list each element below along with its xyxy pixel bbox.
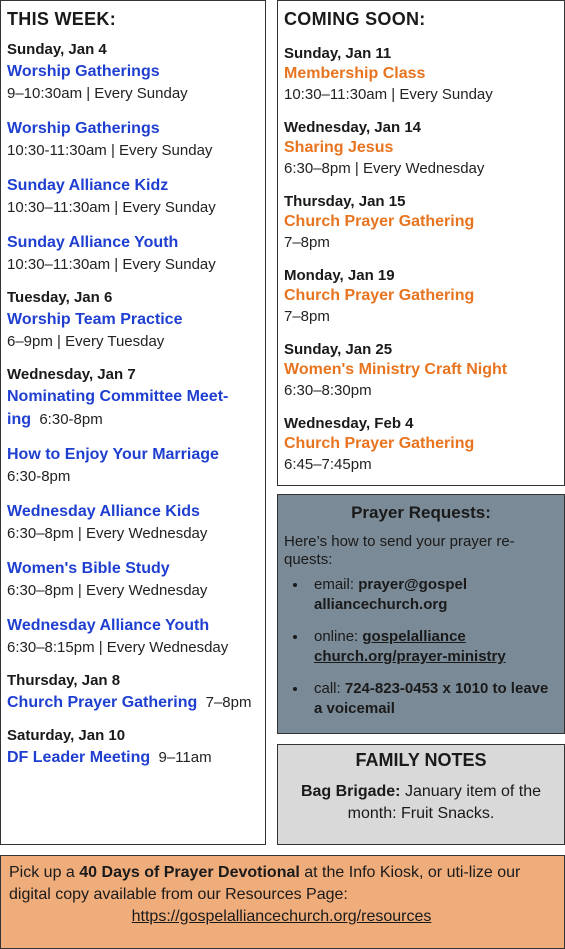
event-title: Worship Gatherings <box>7 63 160 80</box>
coming-soon-panel <box>277 0 565 486</box>
event-title: Church Prayer Gathering <box>7 694 198 711</box>
bag-brigade-detail: January item of the month: Fruit Snacks. <box>347 783 542 822</box>
event-title: Women's Bible Study <box>7 560 170 577</box>
event-title: How to Enjoy Your Marriage <box>7 446 219 463</box>
footer-pre: Pick up a <box>9 864 75 881</box>
event-time: 9–11am <box>158 749 212 766</box>
event-item <box>7 726 259 769</box>
event-time: 6:30-8pm <box>7 468 71 485</box>
prayer-title: Prayer Requests: <box>351 503 491 522</box>
event-time: 7–8pm <box>284 308 330 325</box>
event-item <box>7 671 259 714</box>
email-address[interactable]: prayer@gospel alliancechurch.org <box>314 576 468 613</box>
event-day: Wednesday, Jan 14 <box>284 119 422 136</box>
event-time: 6:30–8pm | Every Wednesday <box>7 582 208 599</box>
devotional-name: 40 Days of Prayer Devotional <box>79 864 300 881</box>
event-title: Women's Ministry Craft Night <box>284 361 508 378</box>
event-time: 10:30–11:30am | Every Sunday <box>284 86 493 103</box>
bag-brigade-label: Bag Brigade: <box>300 783 401 800</box>
event-title: Sharing Jesus <box>284 139 394 156</box>
event-time: 7–8pm <box>284 234 330 251</box>
event-item <box>284 414 558 476</box>
event-item <box>7 500 259 545</box>
event-item <box>284 44 558 106</box>
event-day: Thursday, Jan 8 <box>7 672 121 689</box>
event-time: 6:30–8pm | Every Wednesday <box>284 160 485 177</box>
this-week-header: THIS WEEK: <box>7 9 116 29</box>
event-item <box>284 118 558 180</box>
resources-link[interactable]: https://gospelalliancechurch.org/resources <box>131 908 432 925</box>
event-item <box>7 365 259 431</box>
event-time: 6:30–8:30pm <box>284 382 372 399</box>
event-title: Sunday Alliance Youth <box>7 234 179 251</box>
event-time: 6:30–8pm | Every Wednesday <box>7 525 208 542</box>
coming-soon-header: COMING SOON: <box>284 9 426 29</box>
devotional-footer <box>0 855 565 949</box>
event-item <box>7 174 259 219</box>
this-week-panel <box>0 0 266 845</box>
footer-post: at the Info Kiosk, or uti-lize our digital copy available from our Resources Page: <box>9 864 521 903</box>
event-day: Monday, Jan 19 <box>284 267 395 284</box>
event-title: Nominating Committee Meet-ing <box>7 388 229 428</box>
event-title: Worship Team Practice <box>7 311 183 328</box>
prayer-contact-list <box>284 575 558 719</box>
event-title: Church Prayer Gathering <box>284 213 475 230</box>
family-notes-panel <box>277 744 565 845</box>
prayer-intro: Here’s how to send your prayer re-quests: <box>284 533 515 568</box>
phone-number: 724-823-0453 x 1010 to leave a voicemail <box>314 680 549 717</box>
event-time: 7–8pm <box>205 694 252 711</box>
event-day: Thursday, Jan 15 <box>284 193 406 210</box>
event-time: 10:30–11:30am | Every Sunday <box>7 256 216 273</box>
event-time: 10:30–11:30am | Every Sunday <box>7 199 216 216</box>
prayer-requests-panel <box>277 494 565 734</box>
event-item <box>284 340 558 402</box>
event-item <box>7 557 259 602</box>
event-item <box>284 192 558 254</box>
prayer-ministry-link[interactable]: gospelalliance church.org/prayer-ministry <box>314 628 506 665</box>
event-item <box>7 614 259 659</box>
event-title-and-time <box>7 691 259 714</box>
event-title: Worship Gatherings <box>7 120 160 137</box>
online-label: online: <box>314 628 359 645</box>
event-day: Sunday, Jan 11 <box>284 45 392 62</box>
event-item <box>284 266 558 328</box>
event-title: Church Prayer Gathering <box>284 435 475 452</box>
event-time: 9–10:30am | Every Sunday <box>7 85 188 102</box>
event-item <box>7 40 259 105</box>
event-title: Membership Class <box>284 65 426 82</box>
event-item <box>7 288 259 353</box>
event-day: Sunday, Jan 25 <box>284 341 393 358</box>
family-notes-title: FAMILY NOTES <box>355 750 487 770</box>
event-time: 10:30-11:30am | Every Sunday <box>7 142 213 159</box>
prayer-call-item <box>308 679 558 719</box>
event-day: Tuesday, Jan 6 <box>7 289 113 306</box>
event-title: DF Leader Meeting <box>7 749 151 766</box>
event-day: Saturday, Jan 10 <box>7 727 126 744</box>
event-title-and-time <box>7 385 259 431</box>
event-day: Sunday, Jan 4 <box>7 41 107 58</box>
event-title: Sunday Alliance Kidz <box>7 177 169 194</box>
event-time: 6:45–7:45pm <box>284 456 372 473</box>
event-time: 6:30–8:15pm | Every Wednesday <box>7 639 229 656</box>
event-time: 6–9pm | Every Tuesday <box>7 333 165 350</box>
call-label: call: <box>314 680 341 697</box>
event-day: Wednesday, Feb 4 <box>284 415 414 432</box>
event-day: Wednesday, Jan 7 <box>7 366 136 383</box>
family-notes-text <box>286 781 556 825</box>
event-title-and-time <box>7 746 259 769</box>
event-item <box>7 443 259 488</box>
prayer-email-item <box>308 575 558 615</box>
event-title: Church Prayer Gathering <box>284 287 475 304</box>
event-item <box>7 231 259 276</box>
event-title: Wednesday Alliance Kids <box>7 503 200 520</box>
event-item <box>7 117 259 162</box>
email-label: email: <box>314 576 355 593</box>
footer-text <box>9 862 554 906</box>
event-time: 6:30-8pm <box>39 411 103 428</box>
prayer-online-item <box>308 627 558 667</box>
event-title: Wednesday Alliance Youth <box>7 617 210 634</box>
